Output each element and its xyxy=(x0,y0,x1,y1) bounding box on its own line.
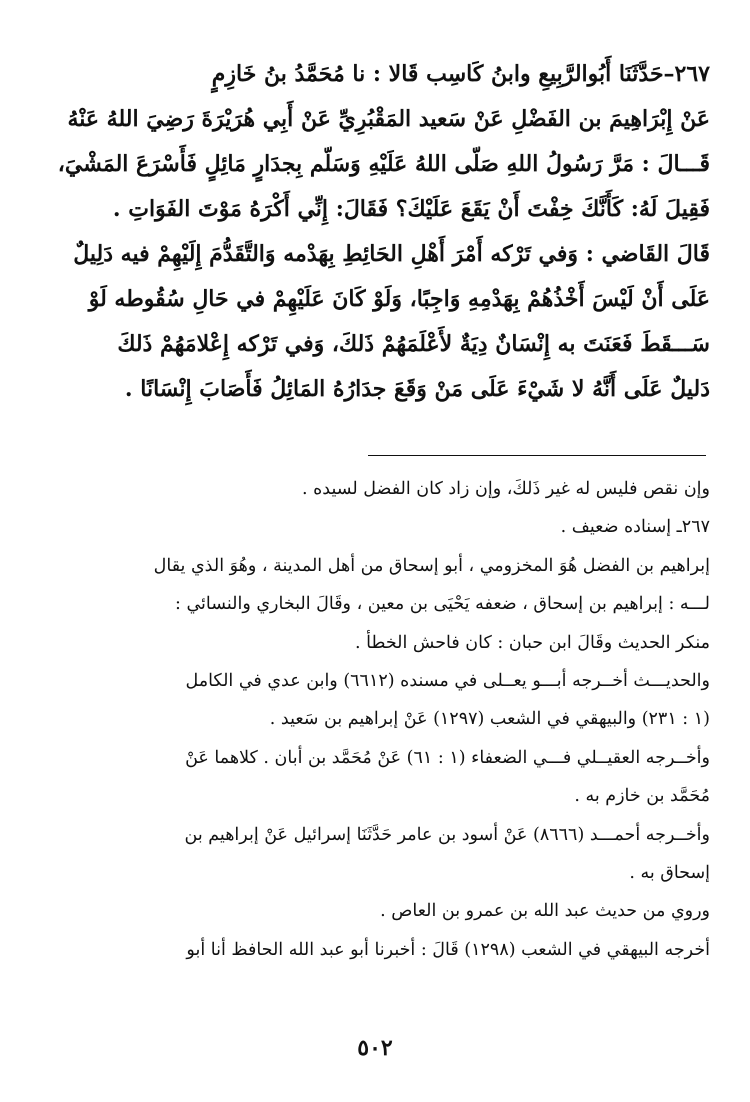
hadith-line: فَقِيلَ لَهُ: كَأَنَّكَ خِفْتَ أَنْ يَقَعَ عَلَيْكَ؟ فَقَالَ: إِنِّي أَكْرَهُ مَوْتَ الفَوَاتِ . xyxy=(112,196,710,222)
footnote-line: إسحاق به . xyxy=(629,862,710,883)
hadith-text xyxy=(48,52,710,412)
footnote-line: وأخــرجه العقيــلي فـــي الضعفاء (١ : ٦١) عَنْ مُحَمَّد بن أبان . كلاهما عَنْ xyxy=(185,747,710,768)
hadith-line: عَلَى أَنْ لَيْسَ أَخْذُهُمْ بِهَدْمِهِ وَاجِبًا، وَلَوْ كَانَ عَلَيْهِمْ في حَالِ سُقُوطه لَوْ xyxy=(88,286,710,312)
footnote-line: وإن نقص فليس له غير ذَلكَ، وإن زاد كان الفضل لسيده . xyxy=(302,479,710,499)
hadith-line: قَـــالَ : مَرَّ رَسُولُ اللهِ صَلّى اللهُ عَلَيْهِ وَسَلّم بِجدَارٍ مَائِلٍ فَأَسْرَعَ المَشْيَ، xyxy=(57,151,710,177)
footnote-line: منكر الحديث وقَالَ ابن حبان : كان فاحش الخطأ . xyxy=(355,632,710,653)
footnote-line: (١ : ٢٣١) والبيهقي في الشعب (١٢٩٧) عَنْ إبراهيم بن سَعيد . xyxy=(269,709,710,730)
footnote-line: ٢٦٧ـ إسناده ضعيف . xyxy=(560,517,710,538)
page-number: ٥٠٢ xyxy=(357,1035,393,1061)
footnote-line: مُحَمَّد بن خازم به . xyxy=(574,786,710,807)
hadith-line: سَـــقَطَ فَعَنَتَ به إِنْسَانٌ دِيَةٌ لأَعْلَمَهُمْ ذَلكَ، وَفي تَرْكه إِعْلامَهُمْ ذَلكَ xyxy=(117,331,710,357)
hadith-line: عَنْ إِبْرَاهِيمَ بن الفَضْلِ عَنْ سَعيد المَقْبُرِيِّ عَنْ أَبِي هُرَيْرَةَ رَضِيَ اللهُ عَنْهُ xyxy=(67,106,710,132)
footnote-line: وأخــرجه أحمـــد (٨٦٦٦) عَنْ أسود بن عامر حَدَّثَنَا إسرائيل عَنْ إبراهيم بن xyxy=(184,824,710,845)
footnotes xyxy=(44,470,710,969)
footnote-line: وروي من حديث عبد الله بن عمرو بن العاص . xyxy=(380,901,710,922)
hadith-line: دَليلٌ عَلَى أَنَّهُ لا شَيْءَ عَلَى مَنْ وَقَعَ جدَارُهُ المَائِلُ فَأَصَابَ إِنْسَانًا . xyxy=(124,376,710,402)
footnote-line: لـــه : إبراهيم بن إسحاق ، ضعفه يَحْيَى بن معين ، وقَالَ البخاري والنسائي : xyxy=(174,594,710,615)
footnote-line: أخرجه البيهقي في الشعب (١٢٩٨) قَالَ : أخبرنا أبو عبد الله الحافظ أنا أبو xyxy=(186,939,710,960)
footnote-line: والحديـــث أخــرجه أبـــو يعــلى في مسنده (٦٦١٢) وابن عدي في الكامل xyxy=(185,670,710,691)
footnote-line: إبراهيم بن الفضل هُوَ المخزومي ، أبو إسحاق من أهل المدينة ، وهُوَ الذي يقال xyxy=(153,555,710,576)
hadith-line: ٢٦٧–حَدَّثَنَا أَبُوالرَّبِيعِ وابنُ كَاسِب قَالا : نا مُحَمَّدُ بنُ خَازِمٍ xyxy=(211,61,710,87)
hadith-line: قَالَ القَاضي : وَفي تَرْكه أَمْرَ أَهْلِ الحَائِطِ بِهَدْمه وَالتَّقَدُّمَ إِلَيْهِمْ فيه دَلِيلٌ xyxy=(73,241,710,267)
footnote-separator xyxy=(368,455,706,456)
